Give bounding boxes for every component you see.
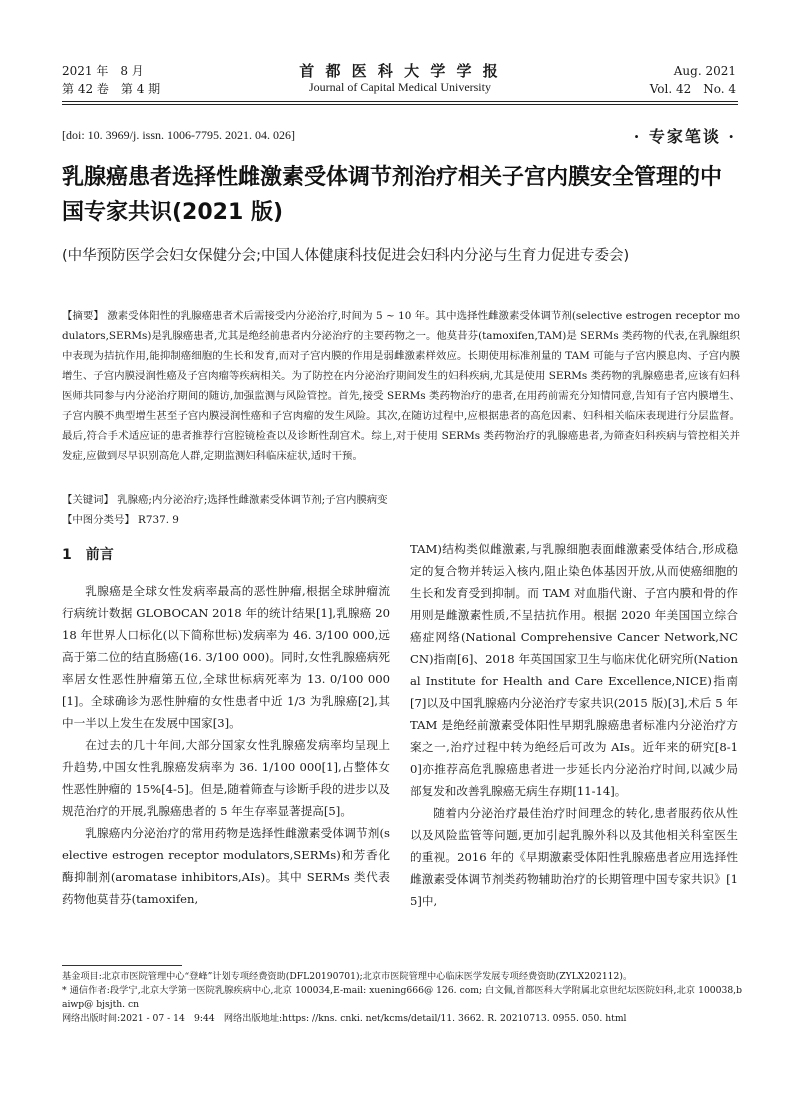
journal-title-cn: 首 都 医 科 大 学 学 报 — [299, 62, 501, 80]
classification-label: 【中图分类号】 — [62, 514, 135, 526]
body-paragraph: TAM)结构类似雌激素,与乳腺细胞表面雌激素受体结合,形成稳定的复合物并转运入核内,阻止染色体基因开放,从而使癌细胞的生长和发育受到抑制。而 TAM 对血脂代谢、子宫内膜和骨的作用则是雌激素性质,不呈拮抗作用。根据 2020 年美国国立综合癌症网络(National Comprehensive Cancer Network,NCCN)指南[6]、2018 年英国国家卫生与临床优化研究所(National Institute for Health and Care Excellence,NICE)指南[7]以及中国乳腺癌内分泌治疗专家共识(2015 版)[3],术后 5 年 TAM 是绝经前激素受体阳性早期乳腺癌患者标准内分泌治疗方案之一,治疗过程中转为绝经后可改为 AIs。近年来的研究[8-10]亦推荐高危乳腺癌患者进一步延长内分泌治疗时间,以减少局部复发和改善乳腺癌无病生存期[11-14]。 — [410, 542, 738, 798]
column-label: · 专家笔谈 · — [633, 127, 736, 146]
body-column-right — [410, 538, 738, 912]
fund-footnote: 基金项目:北京市医院管理中心“登峰”计划专项经费资助(DFL20190701);北京市医院管理中心临床医学发展专项经费资助(ZYLX202112)。 — [62, 971, 633, 982]
volume-issue: 第 42 卷 第 4 期 — [62, 82, 161, 96]
doi: [doi: 10. 3969/j. issn. 1006-7795. 2021. 04. 026] — [62, 128, 295, 142]
body-paragraph: 在过去的几十年间,大部分国家女性乳腺癌发病率均呈现上升趋势,中国女性乳腺癌发病率为 36. 1/100 000[1],占整体女性恶性肿瘤的 15%[4-5]。但是,随着筛查与诊断手段的进步以及规范治疗的开展,乳腺癌患者的 5 年生存率显著提高[5]。 — [62, 738, 390, 818]
corresponding-footnote: * 通信作者:段学宁,北京大学第一医院乳腺疾病中心,北京 100034,E-mail: xuening666@ 126. com; 白文佩,首都医科大学附属北京世纪坛医院妇科,北京 100038,baiwp@ bjsjth. cn — [62, 985, 742, 1010]
body-paragraph: 乳腺癌内分泌治疗的常用药物是选择性雌激素受体调节剂(selective estrogen receptor modulators,SERMs)和芳香化酶抑制剂(aromatase inhibitors,AIs)。其中 SERMs 类代表药物他莫昔芬(tamoxifen, — [62, 826, 390, 906]
body-paragraph: 乳腺癌是全球女性发病率最高的恶性肿瘤,根据全球肿瘤流行病统计数据 GLOBOCAN 2018 年的统计结果[1],乳腺癌 2018 年世界人口标化(以下简称世标)发病率为 46. 3/100 000,远高于第二位的结直肠癌(16. 3/100 000)。同时,女性乳腺癌病死率居女性恶性肿瘤第五位,全球世标病死率为 13. 0/100 000[1]。全球确诊为恶性肿瘤的女性患者中近 1/3 为乳腺癌[2],其中一半以上发生在发展中国家[3]。 — [62, 584, 390, 730]
journal-title-en: Journal of Capital Medical University — [309, 80, 491, 94]
author-groups: (中华预防医学会妇女保健分会;中国人体健康科技促进会妇科内分泌与生育力促进专委会) — [62, 248, 630, 264]
volume-issue-en: Vol. 42 No. 4 — [649, 82, 736, 96]
online-footnote: 网络出版时间:2021 - 07 - 14 9:44 网络出版地址:https: //kns. cnki. net/kcms/detail/11. 3662. R. 20210713. 0955. 050. html — [62, 1013, 627, 1024]
classification — [62, 510, 740, 530]
body-column-left — [62, 538, 390, 910]
abstract-text: 激素受体阳性的乳腺癌患者术后需接受内分泌治疗,时间为 5 ~ 10 年。其中选择性雌激素受体调节剂(selective estrogen receptor modulators,SERMs)是乳腺癌患者,尤其是绝经前患者内分泌治疗的主要药物之一。他莫昔芬(tamoxifen,TAM)是 SERMs 类药物的代表,在乳腺组织中表现为拮抗作用,能抑制癌细胞的生长和发育,而对子宫内膜的作用是弱雌激素样效应。长期使用标准剂量的 TAM 可能与子宫内膜息肉、子宫内膜增生、子宫内膜浸润性癌及子宫肉瘤等疾病相关。为了防控在内分泌治疗期间发生的妇科疾病,尤其是使用 SERMs 类药物的乳腺癌患者,应该有妇科医师共同参与内分泌治疗期间的随访,加强监测与风险管控。首先,接受 SERMs 类药物治疗的患者,在用药前需充分知情同意,告知有子宫内膜增生、子宫内膜不典型增生甚至子宫内膜浸润性癌和子宫肉瘤的发生风险。其次,在随访过程中,应根据患者的高危因素、妇科相关临床表现进行分层监督。最后,符合手术适应证的患者推荐行宫腔镜检查以及诊断性刮宫术。综上,对于使用 SERMs 类药物治疗的乳腺癌患者,为筛查妇科疾病与管控相关并发症,应做到尽早识别高危人群,定期监测妇科临床症状,适时干预。 — [62, 310, 741, 462]
keywords-text: 乳腺癌;内分泌治疗;选择性雌激素受体调节剂;子宫内膜病变 — [117, 494, 388, 506]
section-heading: 1 前言 — [62, 547, 114, 563]
abstract — [62, 306, 740, 466]
classification-text: R737. 9 — [138, 514, 179, 526]
footnote-rule — [62, 965, 182, 966]
issue-date-en: Aug. 2021 — [673, 64, 736, 78]
body-paragraph: 随着内分泌治疗最佳治疗时间理念的转化,患者服药依从性以及风险监管等问题,更加引起乳腺外科以及其他相关科室医生的重视。2016 年的《早期激素受体阳性乳腺癌患者应用选择性雌激素受体调节剂类药物辅助治疗的长期管理中国专家共识》[15]中, — [410, 806, 738, 908]
article-title: 乳腺癌患者选择性雌激素受体调节剂治疗相关子宫内膜安全管理的中国专家共识(2021 版) — [62, 165, 723, 225]
header-rule-2 — [62, 104, 738, 105]
issue-date: 2021 年 8 月 — [62, 64, 144, 78]
keywords-label: 【关键词】 — [62, 494, 114, 506]
keywords — [62, 490, 740, 510]
header-rule — [62, 101, 738, 102]
abstract-label: 【摘要】 — [62, 310, 104, 322]
